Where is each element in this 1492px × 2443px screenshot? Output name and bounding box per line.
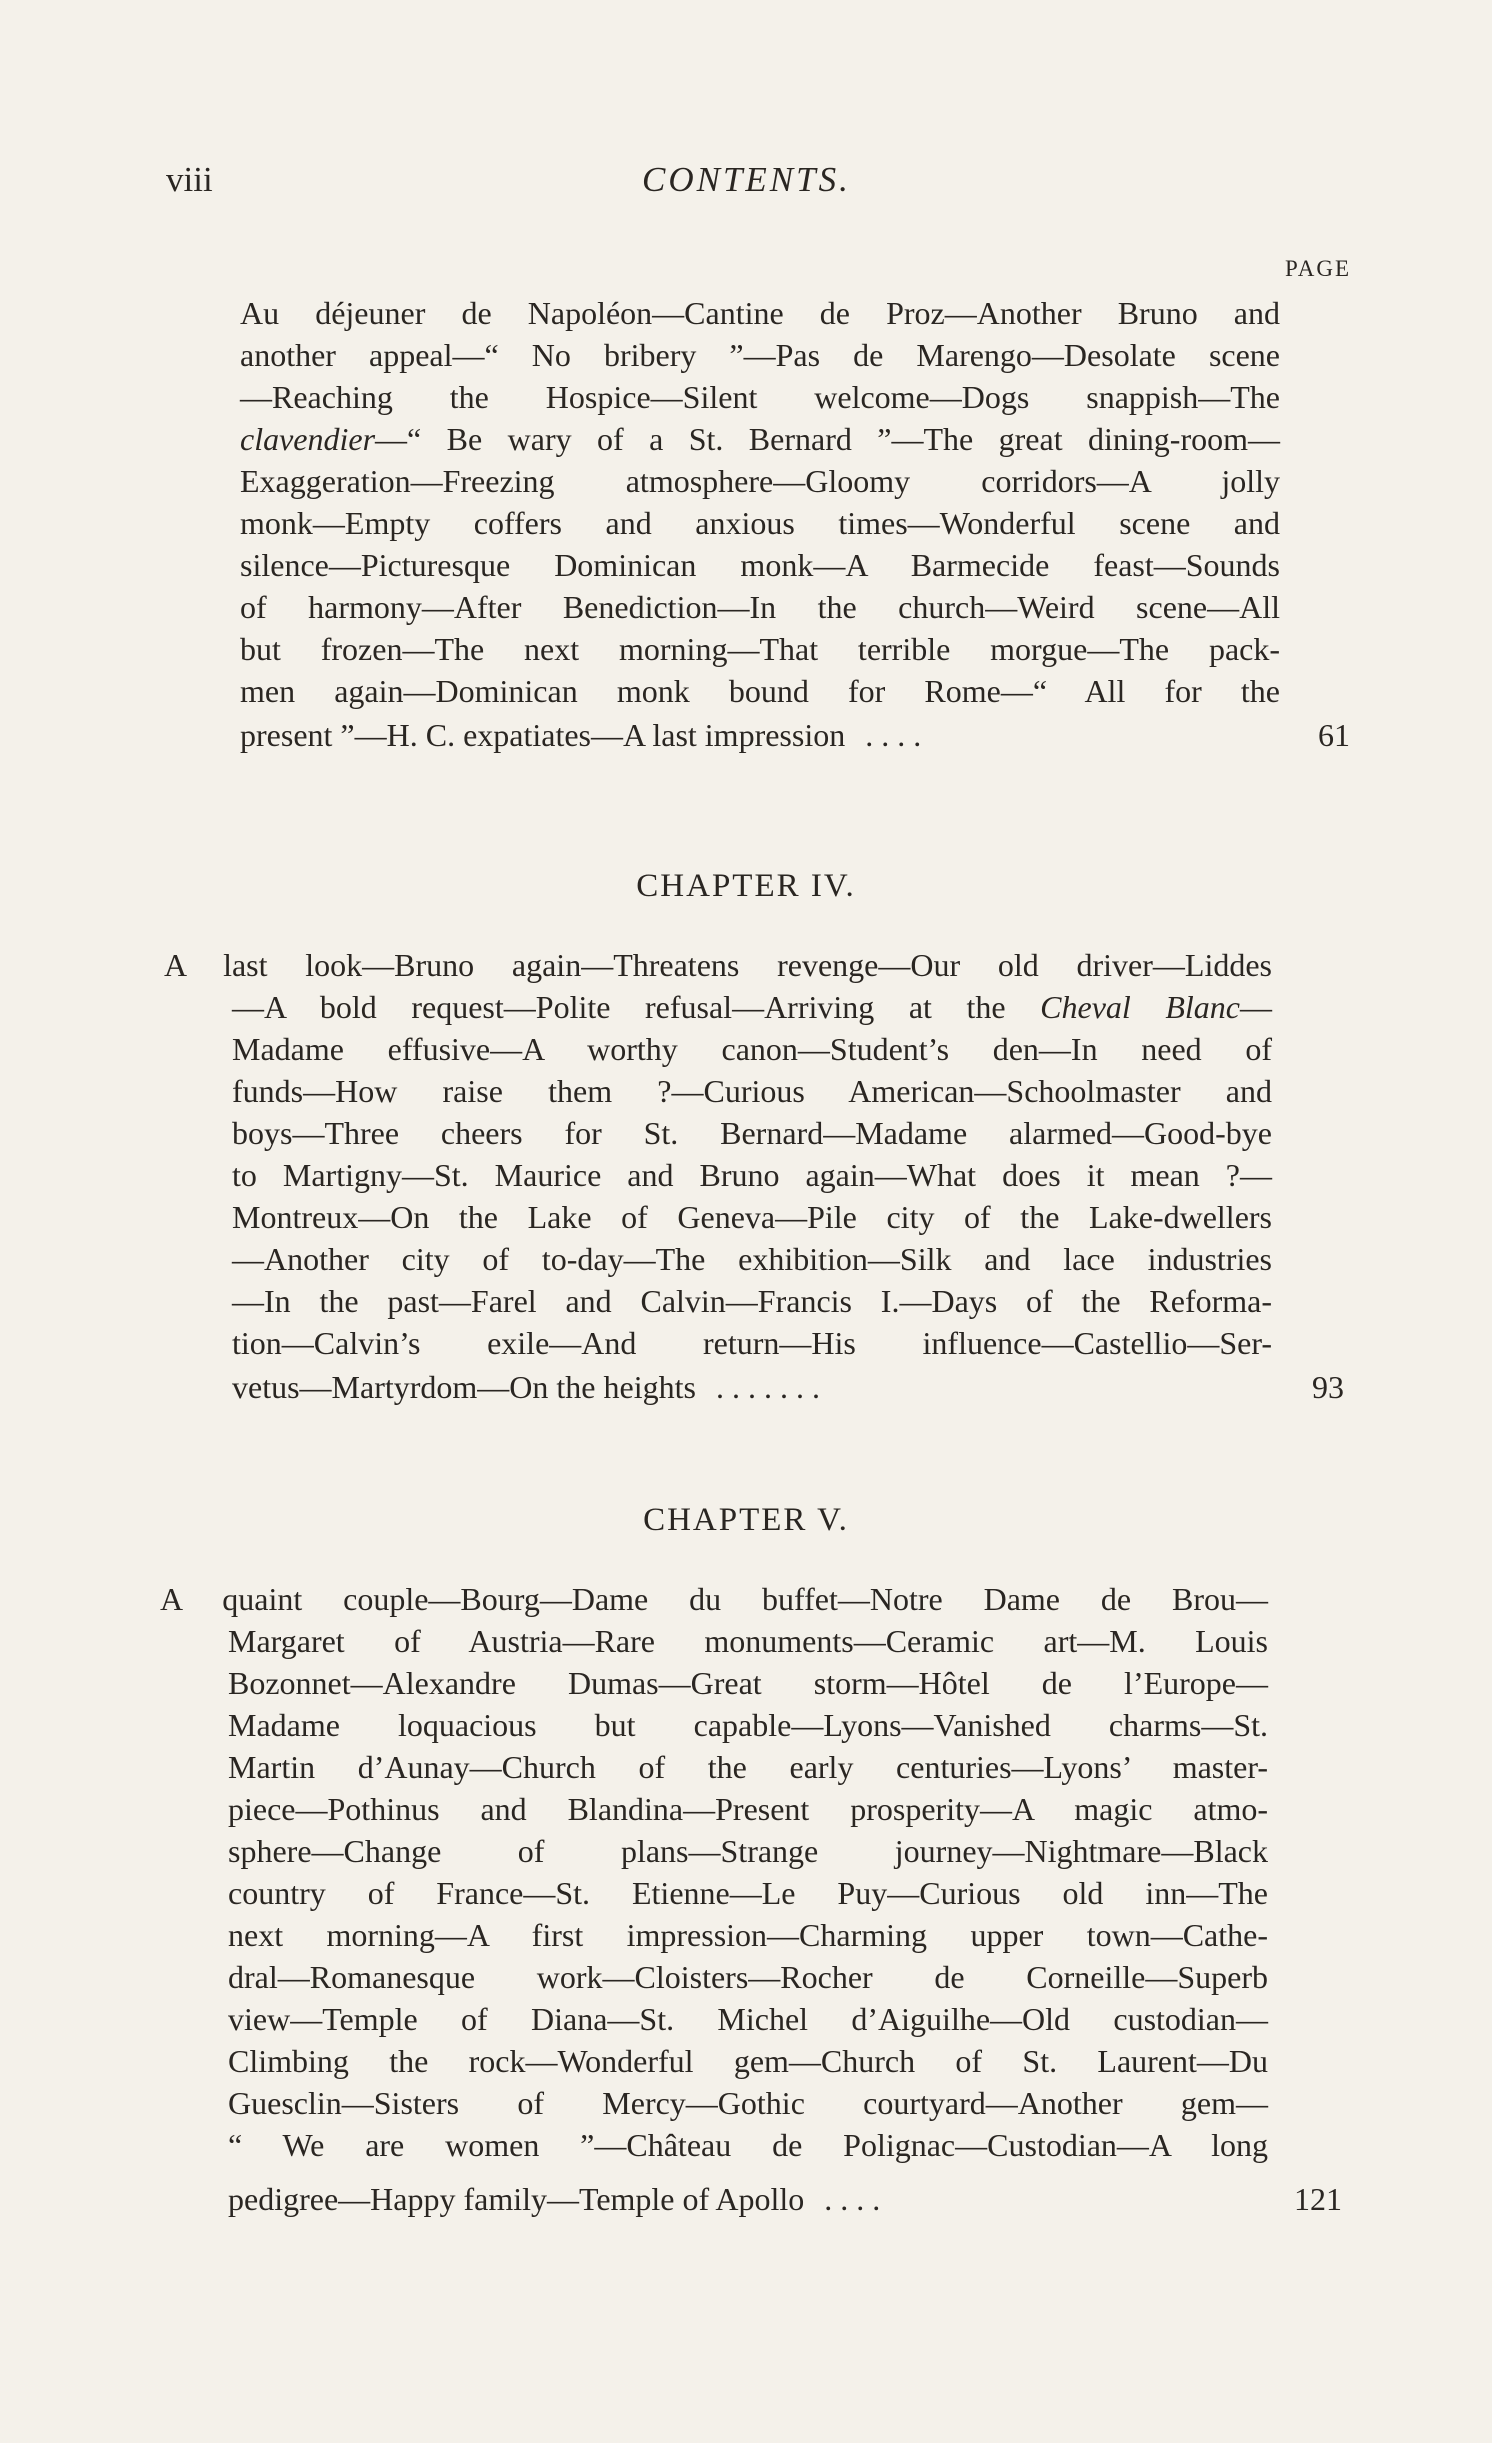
entry-last-line	[232, 1366, 1344, 1408]
dot-leader: . . . .	[865, 717, 922, 753]
entry-line: sphere—Change of plans—Strange journey—Nightmare—Black	[228, 1833, 1268, 1869]
entry-line: A last look—Bruno again—Threatens revenge—Our old driver—Liddes	[164, 947, 1272, 983]
entry-line: present ”—H. C. expatiates—A last impression	[240, 717, 846, 753]
dot-leader: . . . . . . .	[715, 1369, 820, 1405]
page-number: 61	[1318, 717, 1350, 753]
chapter-heading: CHAPTER IV.	[636, 868, 856, 904]
entry-line: piece—Pothinus and Blandina—Present prosperity—A magic atmo-	[228, 1791, 1268, 1827]
entry-line: of harmony—After Benediction—In the church—Weird scene—All	[240, 589, 1280, 625]
entry-line: Madame effusive—A worthy canon—Student’s den—In need of	[232, 1031, 1272, 1067]
entry-line: country of France—St. Etienne—Le Puy—Curious old inn—The	[228, 1875, 1268, 1911]
entry-line: but frozen—The next morning—That terrible morgue—The pack-	[240, 631, 1280, 667]
entry-line: A quaint couple—Bourg—Dame du buffet—Notre Dame de Brou—	[160, 1581, 1268, 1617]
page-number: 121	[1294, 2181, 1342, 2217]
running-head	[166, 160, 1352, 204]
entry-line: —Reaching the Hospice—Silent welcome—Dogs snappish—The	[240, 379, 1280, 415]
entry-line: —A bold request—Polite refusal—Arriving at the Cheval Blanc—	[232, 989, 1273, 1025]
entry-line: monk—Empty coffers and anxious times—Wonderful scene and	[240, 505, 1280, 541]
entry-line: view—Temple of Diana—St. Michel d’Aiguilhe—Old custodian—	[228, 2001, 1268, 2037]
entry-line: Exaggeration—Freezing atmosphere—Gloomy corridors—A jolly	[240, 463, 1280, 499]
entry-line: tion—Calvin’s exile—And return—His influence—Castellio—Ser-	[232, 1325, 1272, 1361]
entry-line: clavendier—“ Be wary of a St. Bernard ”—The great dining-room—	[240, 421, 1280, 457]
entry-line: dral—Romanesque work—Cloisters—Rocher de Corneille—Superb	[228, 1959, 1268, 1995]
entry-line: —In the past—Farel and Calvin—Francis I.—Days of the Reforma-	[232, 1283, 1272, 1319]
chapter-heading: CHAPTER V.	[643, 1502, 849, 1538]
entry-line: silence—Picturesque Dominican monk—A Barmecide feast—Sounds	[240, 547, 1280, 583]
page-column-label: PAGE	[1285, 256, 1351, 281]
page-number: 93	[1312, 1369, 1344, 1405]
entry-line: Au déjeuner de Napoléon—Cantine de Proz—Another Bruno and	[240, 295, 1280, 331]
entry-line: men again—Dominican monk bound for Rome—“ All for the	[240, 673, 1280, 709]
entry-line: to Martigny—St. Maurice and Bruno again—What does it mean ?—	[232, 1157, 1272, 1193]
entry-last-line	[228, 2178, 1342, 2220]
entry-line: next morning—A first impression—Charming upper town—Cathe-	[228, 1917, 1268, 1953]
entry-line: boys—Three cheers for St. Bernard—Madame alarmed—Good-bye	[232, 1115, 1272, 1151]
entry-line: Martin d’Aunay—Church of the early centuries—Lyons’ master-	[228, 1749, 1268, 1785]
entry-line: Montreux—On the Lake of Geneva—Pile city of the Lake-dwellers	[232, 1199, 1272, 1235]
entry-line: Guesclin—Sisters of Mercy—Gothic courtyard—Another gem—	[228, 2085, 1268, 2121]
entry-line: Margaret of Austria—Rare monuments—Ceramic art—M. Louis	[228, 1623, 1268, 1659]
folio: viii	[166, 160, 213, 199]
entry-line: funds—How raise them ?—Curious American—Schoolmaster and	[232, 1073, 1272, 1109]
entry-line: another appeal—“ No bribery ”—Pas de Marengo—Desolate scene	[240, 337, 1280, 373]
entry-line: vetus—Martyrdom—On the heights	[232, 1369, 696, 1405]
running-title: CONTENTS.	[642, 160, 851, 199]
entry-line: Climbing the rock—Wonderful gem—Church of St. Laurent—Du	[228, 2043, 1268, 2079]
entry-line: pedigree—Happy family—Temple of Apollo	[228, 2181, 805, 2217]
entry-line: “ We are women ”—Château de Polignac—Custodian—A long	[228, 2127, 1268, 2163]
dot-leader: . . . .	[824, 2181, 881, 2217]
entry-last-line	[240, 714, 1350, 756]
entry-line: —Another city of to-day—The exhibition—Silk and lace industries	[232, 1241, 1272, 1277]
entry-line: Bozonnet—Alexandre Dumas—Great storm—Hôtel de l’Europe—	[228, 1665, 1268, 1701]
entry-line: Madame loquacious but capable—Lyons—Vanished charms—St.	[228, 1707, 1268, 1743]
